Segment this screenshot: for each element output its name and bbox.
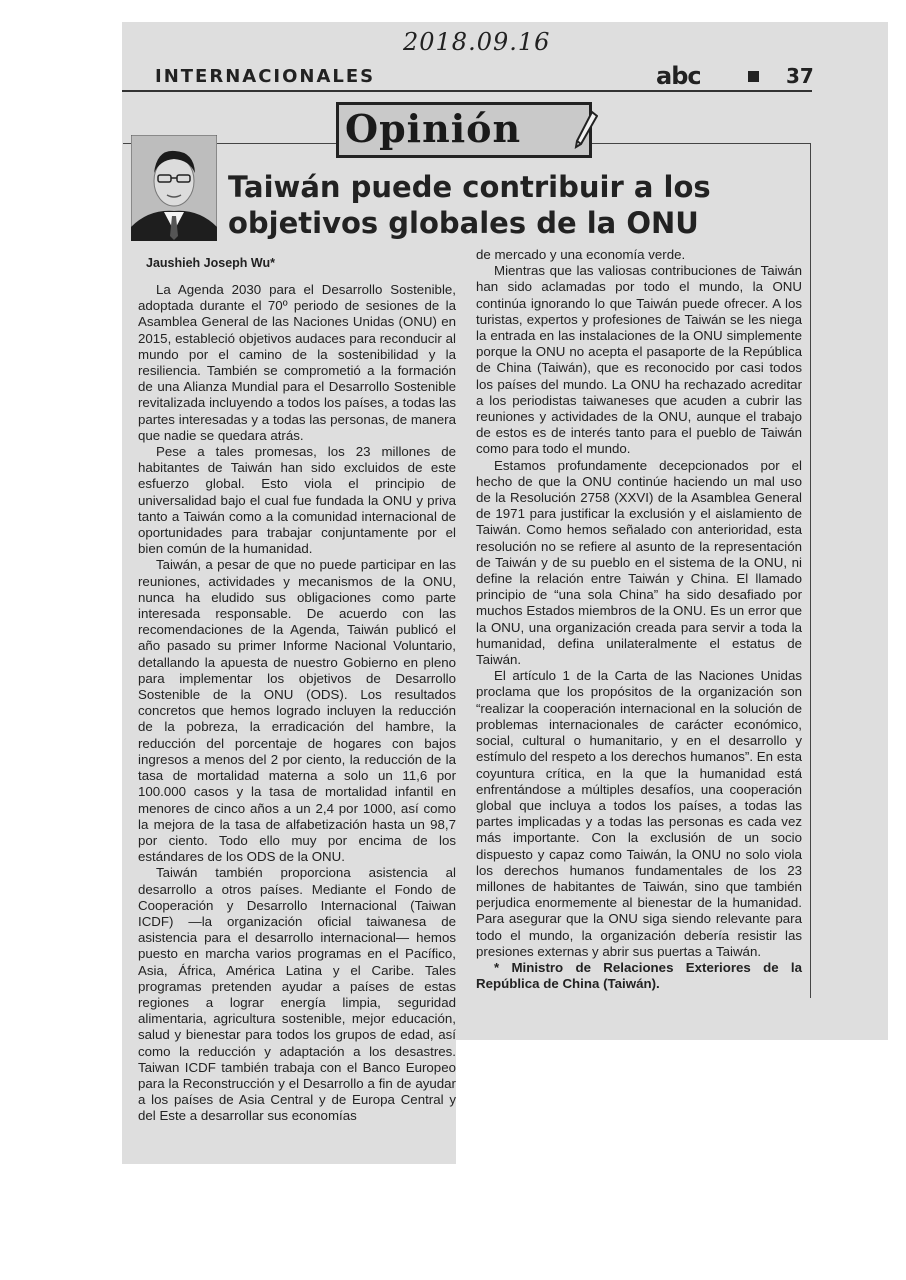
author-portrait <box>131 135 217 241</box>
headline-line-1: Taiwán puede contribuir a los <box>228 170 711 204</box>
paragraph: La Agenda 2030 para el Desarrollo Sostenible, adoptada durante el 70º periodo de sesiones de la Asamblea General de las Naciones Unidas (ONU) en 2015, estableció objetivos audaces para reconducir al mundo por el camino de la sostenibilidad y la resiliencia. También se comprometió a la formación de una Alianza Mundial para el Desarrollo Sostenible revitalizada incluyendo a todos los países, a todas las partes interesadas y a todas las personas, de manera que nadie se quedara atrás. <box>138 282 456 443</box>
paragraph: Pese a tales promesas, los 23 millones de habitantes de Taiwán han sido excluidos de este esfuerzo global. Esto viola el principio de universalidad bajo el cual fue fundada la ONU y priva tanto a Taiwán como a la comunidad internacional de oportunidades para trabajar conjuntamente por el bien común de la humanidad. <box>138 444 456 557</box>
article-byline: Jaushieh Joseph Wu* <box>146 256 275 270</box>
handwritten-date: 2018.09.16 <box>403 28 551 56</box>
article-column-right <box>476 247 802 992</box>
paragraph: Taiwán también proporciona asistencia al desarrollo a otros países. Mediante el Fondo de Cooperación y Desarrollo Internacional (Taiwan ICDF) —la organización oficial taiwanesa de asistencia para el desarrollo internacional— hemos puesto en marcha varios programas en el Pacífico, Asia, África, América Latina y el Caribe. Tales programas pretenden ayudar a países de estas regiones a lograr energía limpia, seguridad alimentaria, agricultura sostenible, mejor educación, salud y bienestar para todos los grupos de edad, así como la reducción y adaptación a los desastres. Taiwan ICDF también trabaja con el Banco Europeo para la Reconstrucción y el Desarrollo a fin de ayudar a los países de Asia Central y de Europa Central y del Este a desarrollar sus economías <box>138 865 456 1124</box>
logo-square-icon <box>748 71 759 82</box>
paragraph: El artículo 1 de la Carta de las Naciones Unidas proclama que los propósitos de la organización son “realizar la cooperación internacional en la solución de problemas internacionales de carácter económico, social, cultural o humanitario, y en el desarrollo y estímulo del respeto a los derechos humanos”. En esta coyuntura crítica, en la que la humanidad está enfrentándose a múltiples desafíos, una cooperación global que incluya a todos los países, a todas las partes implicadas y a todas las personas es cada vez más importante. Con la exclusión de un socio dispuesto y capaz como Taiwán, la ONU no solo viola los derechos humanos fundamentales de los 23 millones de habitantes de Taiwán, sino que también perjudica enormemente al bienestar de la humanidad. Para asegurar que la ONU siga siendo relevante para todo el mundo, la organización debería resistir las presiones externas y abrir sus puertas a Taiwán. <box>476 668 802 959</box>
newspaper-logo: abc <box>656 62 701 90</box>
headline-line-2: objetivos globales de la ONU <box>228 206 699 240</box>
author-footnote: * Ministro de Relaciones Exteriores de la República de China (Taiwán). <box>476 959 802 992</box>
article-column-left <box>138 282 456 1125</box>
paragraph: Taiwán, a pesar de que no puede participar en las reuniones, actividades y mecanismos de la ONU, nunca ha eludido sus obligaciones como parte interesada responsable. De acuerdo con las recomendaciones de la Agenda, Taiwán publicó el año pasado su primer Informe Nacional Voluntario, detallando la apuesta de nuestro Gobierno en pleno para implementar los objetivos de Desarrollo Sostenible de la ONU (ODS). Los resultados concretos que hemos logrado incluyen la reducción de la pobreza, la erradicación del hambre, la reducción del porcentaje de hogares con bajos ingresos a menos del 2 por ciento, la reducción de la tasa de mortalidad materna a solo un 11,6 por 100.000 casos y la tasa de mortalidad infantil en menores de cinco años a un 2,4 por 1000, así como la mejora de la tasa de alfabetización hasta un 98,7 por ciento. Todo ello muy por encima de los estándares de los ODS de la ONU. <box>138 557 456 865</box>
page-number: 37 <box>786 64 814 88</box>
paragraph: Estamos profundamente decepcionados por el hecho de que la ONU continúe haciendo un mal uso de la Resolución 2758 (XXVI) de la Asamblea General de 1971 para justificar la exclusión y el aislamiento de Taiwán. Como hemos señalado con anterioridad, esta resolución no se refiere al asunto de la representación de Taiwán y de su pueblo en el sistema de la ONU, ni define la relación entre Taiwán y China. El llamado principio de “una sola China” ha sido desafiado por muchos Estados miembros de la ONU. Es un error que la ONU, una organización creada para servir a toda la humanidad, defina unilateralmente el estatus de Taiwán. <box>476 457 802 668</box>
clipping-cutout <box>456 1040 888 1164</box>
opinion-label: Opinión <box>345 106 522 151</box>
section-title: INTERNACIONALES <box>155 66 376 87</box>
paragraph-continuation: de mercado y una economía verde. <box>476 247 686 262</box>
pen-icon <box>572 110 598 150</box>
article-headline <box>228 169 711 241</box>
paragraph: Mientras que las valiosas contribuciones de Taiwán han sido aclamadas por todo el mundo, la ONU continúa ignorando lo que Taiwán puede ofrecer. A los turistas, expertos y profesiones de Taiwán se les niega la entrada en las instalaciones de la ONU simplemente porque la ONU no acepta el pasaporte de la República de China (Taiwán), que es reconocido por casi todos los países del mundo. La ONU ha rechazado acreditar a los periodistas taiwaneses que acuden a cubrir las reuniones y actividades de la ONU, aunque el trabajo de estos es de interés tanto para el pueblo de Taiwán como para todo el mundo. <box>476 263 802 457</box>
header-rule <box>122 90 812 92</box>
